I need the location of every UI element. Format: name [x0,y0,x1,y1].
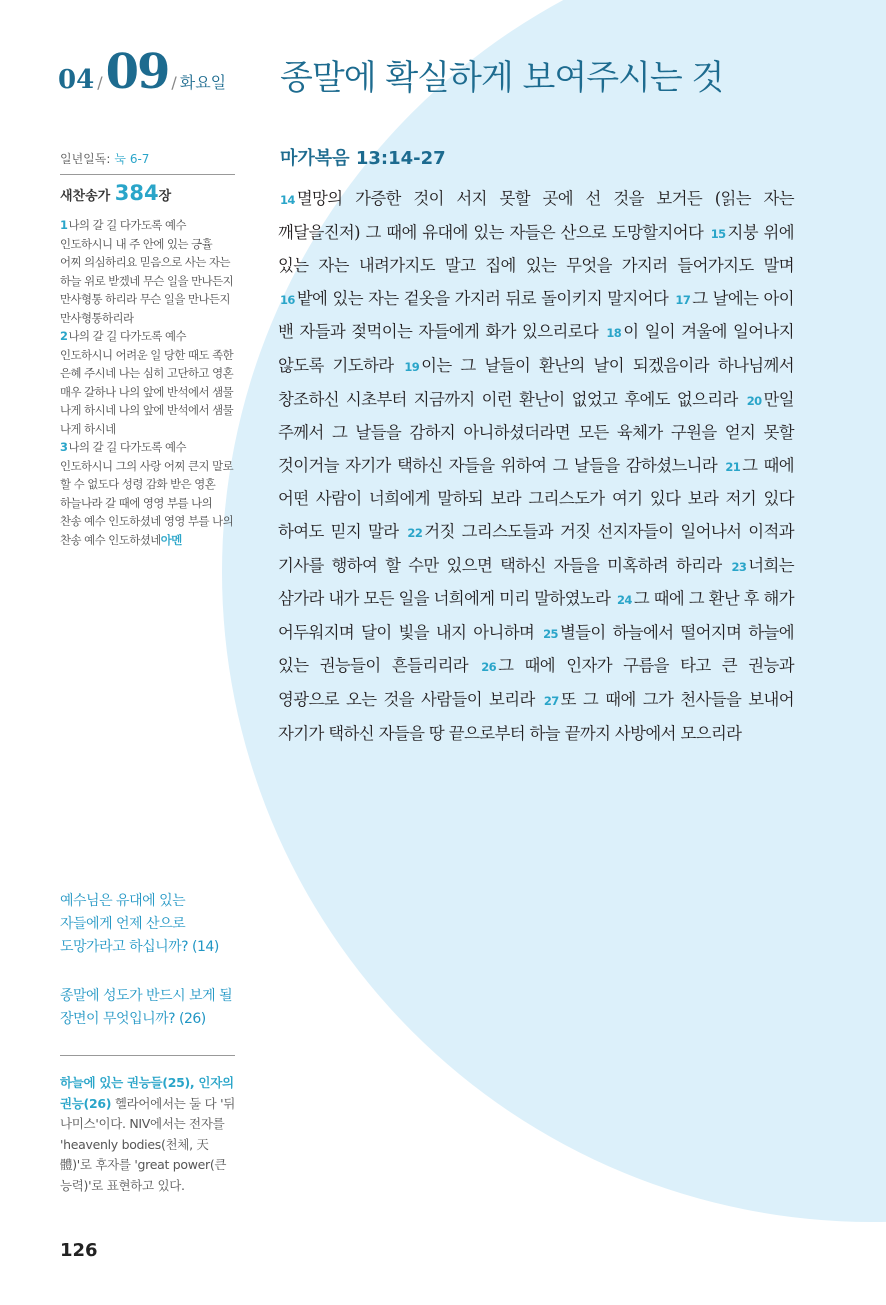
hymn-verse-text: 나의 갈 길 다가도록 예수 인도하시니 내 주 안에 있는 긍휼 어찌 의심하리요 믿음으로 사는 자는 하늘 위로 받겠네 무슨 일을 만나든지 만사형통 하리라 무슨 일을 만나든지 만사형통하리라 [60,218,234,325]
verse-text: 만일 주께서 그 날들을 감하지 아니하셨더라면 모든 육체가 구원을 얻지 못할 것이거늘 자기가 택하신 자들을 위하여 그 날들을 감하셨느니라 [278,389,794,475]
hymn-verse-number: 3 [60,440,68,454]
word-note-term: 하늘에 있는 권능들(25), 인자의 권능(26) [60,1075,234,1111]
reading-plan-label: 일년일독: [60,152,111,166]
verse-number: 17 [675,292,691,307]
verse-text: 거짓 그리스도들과 거짓 선지자들이 일어나서 이적과 기사를 행하여 할 수만 있으면 택하신 자들을 미혹하려 하리라 [278,521,794,575]
date-separator: / [97,73,103,92]
date-month: 04 [58,65,95,95]
verse-number: 16 [280,292,295,307]
hymn-amen: 아멘 [160,532,182,547]
verse-number: 15 [710,226,726,241]
verse-text: 그 때에 그 환난 후 해가 어두워지며 달이 빛을 내지 아니하며 [278,589,794,642]
verse-number: 23 [731,559,747,574]
verse-number: 25 [543,626,558,641]
verse-text: 밭에 있는 자는 겉옷을 가지러 뒤로 돌이키지 말지어다 [296,288,669,308]
verse-text: 그 날에는 아이 밴 자들과 젖먹이는 자들에게 화가 있으리로다 [278,288,794,342]
verse-text: 그 때에 인자가 구름을 타고 큰 권능과 영광으로 오는 것을 사람들이 보리라 [278,656,794,709]
verse-text: 이 일이 겨울에 일어나지 않도록 기도하라 [278,322,794,375]
verse-text: 그 때에 어떤 사람이 너희에게 말하되 보라 그리스도가 여기 있다 보라 저기 있다 하여도 믿지 말라 [278,455,794,541]
scripture-text [278,183,794,750]
hymn-verse [60,216,236,327]
reflection-question: 예수님은 유대에 있는 자들에게 언제 산으로 도망가라고 하십니까? (14) [60,893,219,955]
hymn-verse-text: 나의 갈 길 다가도록 예수 인도하시니 그의 사랑 어찌 큰지 말로 할 수 없도다 성령 감화 받은 영혼 하늘나라 갈 때에 영영 부를 나의 찬송 예수 인도하셨네 영영 부를 나의 찬송 예수 인도하셨네 [60,440,234,547]
reading-plan [60,150,149,167]
hymn-number: 384 [114,181,159,205]
passage-reference: 마가복음 13:14-27 [280,148,446,169]
date-day: 09 [105,44,169,100]
hymn-lyrics [60,216,236,549]
verse-number: 19 [404,359,420,374]
hymn-verse-text: 나의 갈 길 다가도록 예수 인도하시니 어려운 일 당한 때도 족한 은혜 주시네 나는 심히 고단하고 영혼 매우 갈하나 나의 앞에 반석에서 샘물 나게 하시네 나의 앞에 반석에서 샘물 나게 하시네 [60,329,234,436]
hymn-heading [60,181,171,205]
verse-number: 21 [725,459,741,474]
date-separator: / [171,73,177,92]
verse-number: 22 [407,525,423,540]
hymn-verse-number: 1 [60,218,68,232]
verse-text: 지붕 위에 있는 자는 내려가지도 말고 집에 있는 무엇을 가지러 들어가지도 말며 [278,222,794,276]
date-weekday: 화요일 [179,73,227,92]
hymn-verse [60,438,236,549]
verse-number: 26 [481,660,497,675]
hymn-label: 새찬송가 [60,189,111,204]
sidebar-divider [60,174,235,175]
hymn-verse [60,327,236,438]
verse-number: 18 [606,326,622,341]
verse-text: 멸망의 가증한 것이 서지 못할 곳에 선 것을 보거든 (읽는 자는 깨달을진저) 그 때에 유대에 있는 자들은 산으로 도망할지어다 [278,189,794,242]
verse-number: 24 [617,593,632,608]
devotion-date [58,44,226,100]
hymn-verse-number: 2 [60,329,68,343]
verse-text: 또 그 때에 그가 천사들을 보내어 자기가 택하신 자들을 땅 끝으로부터 하늘 끝까지 사방에서 모으리라 [278,689,794,743]
reading-plan-value: 눅 6-7 [114,152,150,166]
verse-text: 별들이 하늘에서 떨어지며 하늘에 있는 권능들이 흔들리리라 [278,622,794,676]
page-number: 126 [60,1240,98,1261]
word-note-text: 헬라어에서는 둘 다 '뒤나미스'이다. NIV에서는 전자를 'heavenly bodies(천체, 天體)'로 후자를 'great power(큰 능력)'로 표현하고 있다. [60,1095,235,1193]
page-title: 종말에 확실하게 보여주시는 것 [280,58,724,98]
verse-number: 27 [543,693,559,708]
verse-number: 20 [746,393,762,408]
hymn-suffix: 장 [158,189,172,204]
verse-number: 14 [280,193,295,207]
word-note [60,1073,238,1196]
sidebar-divider [60,1055,235,1056]
verse-text: 너희는 삼가라 내가 모든 일을 너희에게 미리 말하였노라 [278,555,794,609]
verse-text: 이는 그 날들이 환난의 날이 되겠음이라 하나님께서 창조하신 시초부터 지금까지 이런 환난이 없었고 후에도 없으리라 [278,355,794,409]
reflection-question: 종말에 성도가 반드시 보게 될 장면이 무엇입니까? (26) [60,988,233,1027]
